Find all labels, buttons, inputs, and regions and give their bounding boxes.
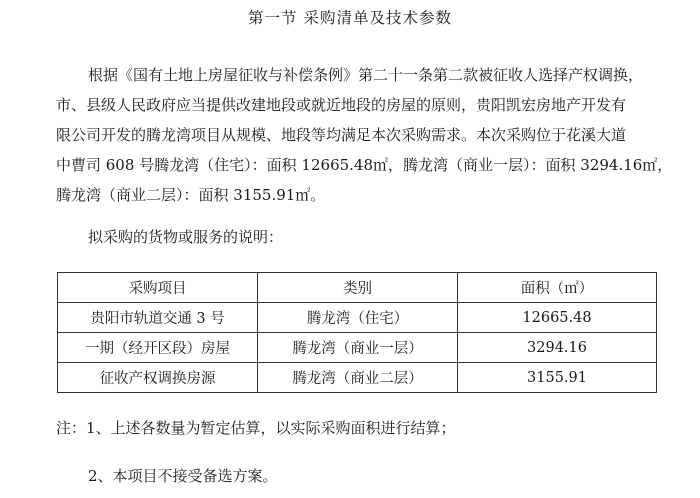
paragraph-line: 限公司开发的腾龙湾项目从规模、地段等均满足本次采购需求。本次采购位于花溪大道 xyxy=(56,126,627,144)
cell-category: 腾龙湾（商业二层） xyxy=(258,363,458,393)
section-title: 第一节 采购清单及技术参数 xyxy=(248,9,452,27)
paragraph-line: 市、县级人民政府应当提供改建地段或就近地段的房屋的原则，贵阳凯宏房地产开发有 xyxy=(56,96,627,114)
cell-area: 3294.16 xyxy=(458,333,657,363)
paragraph-line: 腾龙湾（商业二层）：面积 3155.91㎡。 xyxy=(56,186,326,204)
table-row xyxy=(58,363,657,393)
paragraph-line: 根据《国有土地上房屋征收与补偿条例》第二十一条第二款被征收人选择产权调换， xyxy=(88,66,644,84)
header-item: 采购项目 xyxy=(58,273,258,303)
cell-category: 腾龙湾（商业一层） xyxy=(258,333,458,363)
body-paragraph xyxy=(56,60,673,210)
table-header-row xyxy=(58,273,657,303)
cell-item: 征收产权调换房源 xyxy=(58,363,258,393)
cell-item: 贵阳市轨道交通 3 号 xyxy=(58,303,258,333)
table-row xyxy=(58,303,657,333)
procurement-table xyxy=(57,272,657,393)
cell-item: 一期（经开区段）房屋 xyxy=(58,333,258,363)
note-1: 注：1、上述各数量为暂定估算，以实际采购面积进行结算； xyxy=(56,419,456,437)
table-row xyxy=(58,333,657,363)
cell-area: 3155.91 xyxy=(458,363,657,393)
note-2: 2、本项目不接受备选方案。 xyxy=(88,467,278,485)
paragraph-line: 中曹司 608 号腾龙湾（住宅）：面积 12665.48㎡，腾龙湾（商业一层）：面积 3294.16㎡， xyxy=(56,156,673,174)
header-category: 类别 xyxy=(258,273,458,303)
header-area: 面积（㎡） xyxy=(458,273,657,303)
description-intro: 拟采购的货物或服务的说明： xyxy=(88,228,284,246)
cell-category: 腾龙湾（住宅） xyxy=(258,303,458,333)
cell-area: 12665.48 xyxy=(458,303,657,333)
